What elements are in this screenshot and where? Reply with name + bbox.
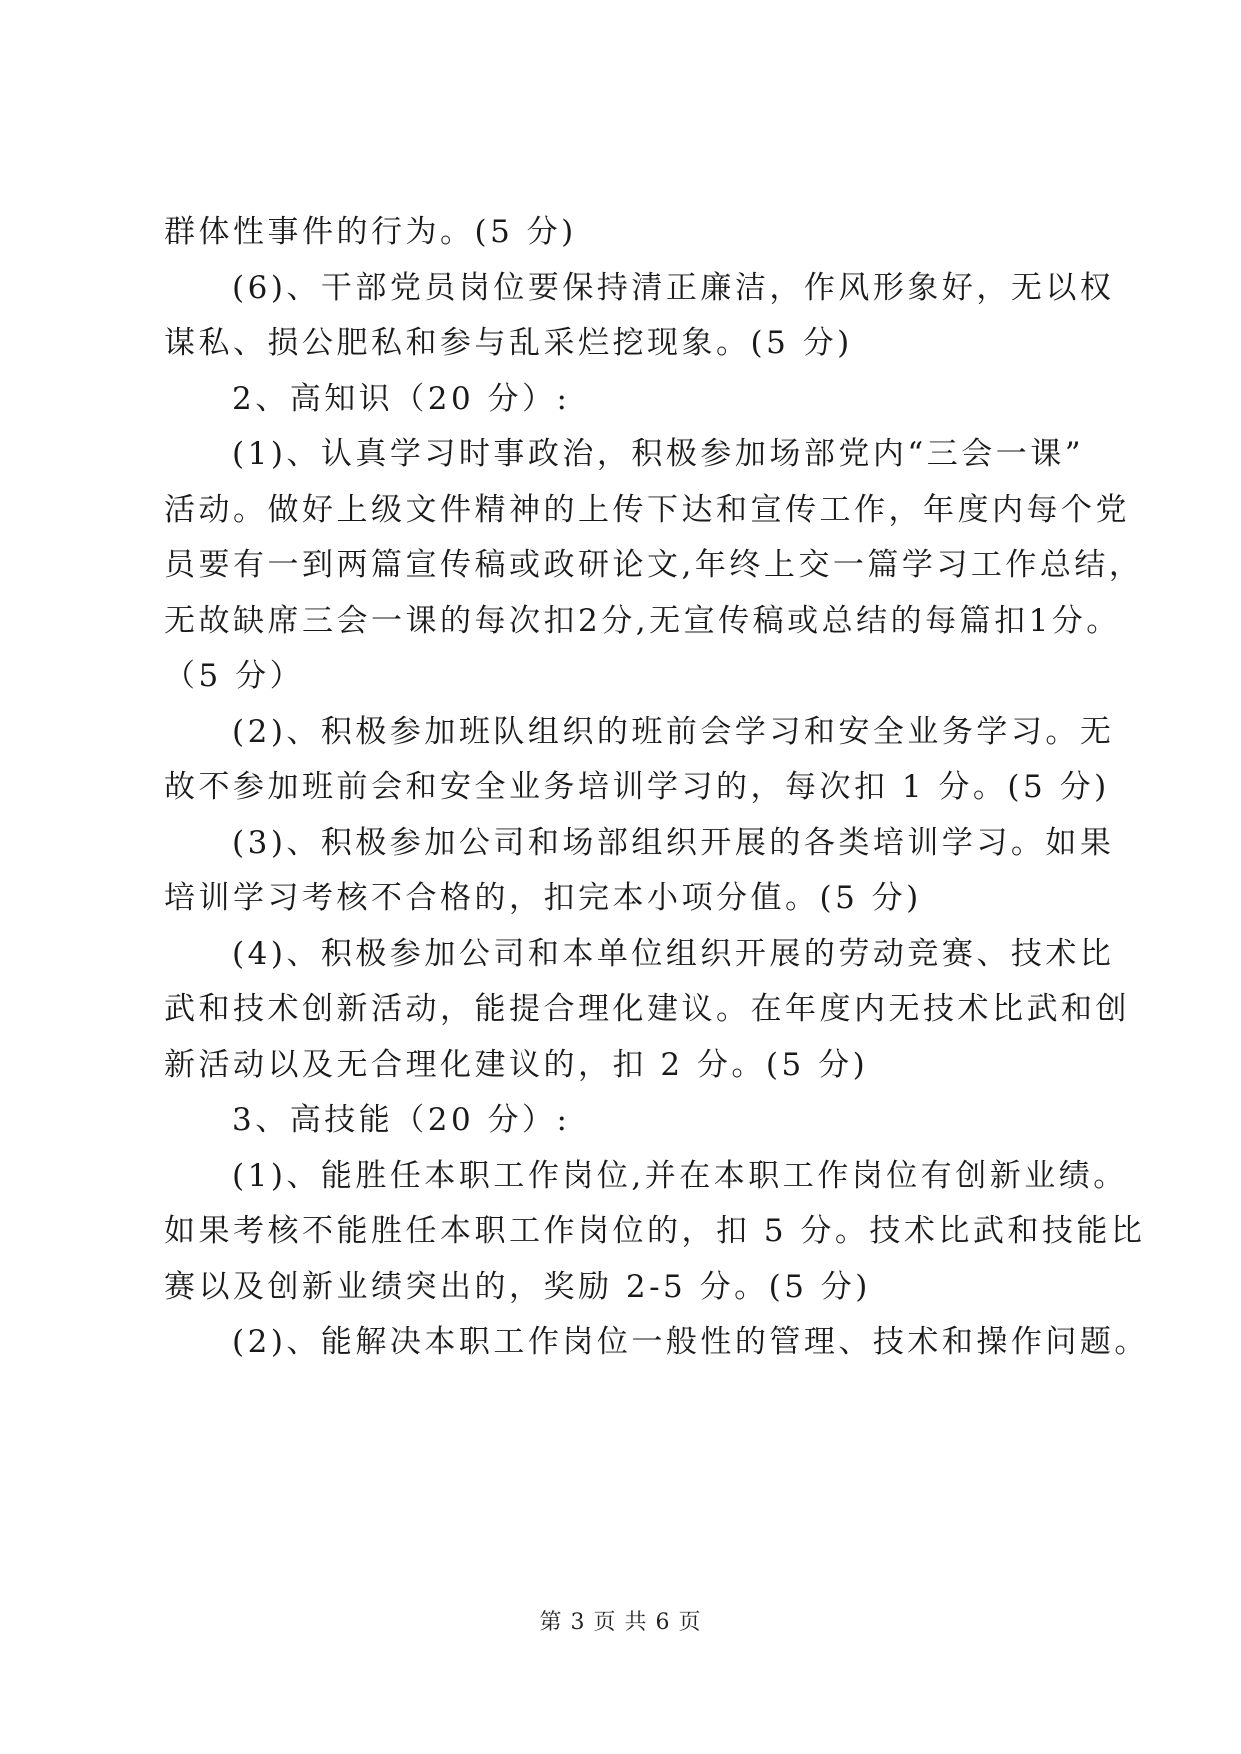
body-text-line: 活动。做好上级文件精神的上传下达和宣传工作，年度内每个党 [164,492,1130,528]
body-text-line: 员要有一到两篇宣传稿或政研论文,年终上交一篇学习工作总结， [164,547,1144,583]
body-text-line: 无故缺席三会一课的每次扣2分,无宣传稿或总结的每篇扣1分。 [164,603,1121,639]
body-text-line: 培训学习考核不合格的，扣完本小项分值。(5 分) [164,880,922,916]
section-heading: 2、高知识（20 分）: [232,381,571,417]
body-text-line: (1)、能胜任本职工作岗位,并在本职工作岗位有创新业绩。 [232,1158,1128,1194]
body-text-line: 如果考核不能胜任本职工作岗位的，扣 5 分。技术比武和技能比 [164,1213,1146,1249]
body-text-line: （5 分） [164,658,305,694]
body-text-line: 赛以及创新业绩突出的，奖励 2-5 分。(5 分) [164,1269,871,1305]
body-text-line: (2)、积极参加班队组织的班前会学习和安全业务学习。无 [232,714,1115,750]
body-text-line: 新活动以及无合理化建议的，扣 2 分。(5 分) [164,1047,869,1083]
body-text-line: (6)、干部党员岗位要保持清正廉洁，作风形象好，无以权 [232,270,1115,306]
page-number-footer: 第 3 页 共 6 页 [539,1610,702,1635]
body-text-line: 故不参加班前会和安全业务培训学习的，每次扣 1 分。(5 分) [164,769,1110,805]
body-text-line: (2)、能解决本职工作岗位一般性的管理、技术和操作问题。 [232,1324,1149,1360]
body-text-line: (1)、认真学习时事政治，积极参加场部党内“三会一课” [232,436,1085,472]
body-text-line: (4)、积极参加公司和本单位组织开展的劳动竞赛、技术比 [232,936,1115,972]
body-text-line: 群体性事件的行为。(5 分) [164,214,577,250]
body-text-line: 谋私、损公肥私和参与乱采烂挖现象。(5 分) [164,325,853,361]
body-text-line: (3)、积极参加公司和场部组织开展的各类培训学习。如果 [232,825,1115,861]
body-text-line: 武和技术创新活动，能提合理化建议。在年度内无技术比武和创 [164,991,1130,1027]
section-heading: 3、高技能（20 分）: [232,1102,571,1138]
